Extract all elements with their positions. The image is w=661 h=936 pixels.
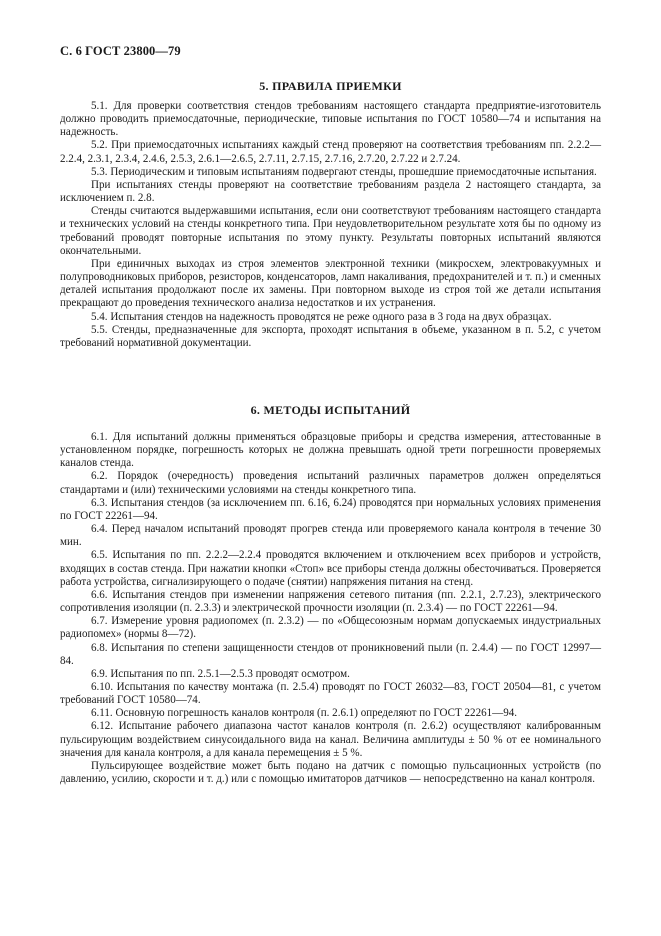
paragraph-6-10: 6.10. Испытания по качеству монтажа (п. 2.5.4) проводят по ГОСТ 26032—83, ГОСТ 20504—81, с учетом требований ГОСТ 10580—74. (60, 680, 601, 707)
paragraph-6-4: 6.4. Перед началом испытаний проводят прогрев стенда или проверяемого канала контроля в течение 30 мин. (60, 523, 601, 549)
paragraph-6-12-note: Пульсирующее воздействие может быть подано на датчик с помощью пульсационных устройств (по давлению, усилию, скорости и т. д.) или с помощью имитаторов датчиков — непосредственно на канал контроля. (60, 759, 601, 786)
paragraph-6-9: 6.9. Испытания по пп. 2.5.1—2.5.3 проводят осмотром. (91, 667, 350, 680)
paragraph-6-11: 6.11. Основную погрешность каналов контроля (п. 2.6.1) определяют по ГОСТ 22261—94. (91, 707, 518, 720)
paragraph-5-4: 5.4. Испытания стендов на надежность проводятся не реже одного раза в 3 года на двух образцах. (91, 310, 552, 323)
section-5-title: 5. ПРАВИЛА ПРИЕМКИ (259, 79, 402, 93)
paragraph-5-3: 5.3. Периодическим и типовым испытаниям подвергают стенды, прошедшие приемосдаточные испытания. (91, 165, 597, 178)
paragraph-6-5: 6.5. Испытания по пп. 2.2.2—2.2.4 проводятся включением и отключением всех приборов и устройств, входящих в состав стенда. При нажатии кнопки «Стоп» все приборы стенда должны обесточиваться. Проверяется работа устройства, сигнализирующего о подаче (снятии) напряжения питания на стенд. (60, 549, 601, 588)
paragraph-5-5: 5.5. Стенды, предназначенные для экспорта, проходят испытания в объеме, указанном в п. 5.2, с учетом требований нормативной документации. (60, 323, 601, 349)
paragraph-6-3: 6.3. Испытания стендов (за исключением пп. 6.16, 6.24) проводятся при нормальных условиях применения по ГОСТ 22261—94. (60, 496, 601, 522)
section-6-title: 6. МЕТОДЫ ИСПЫТАНИЙ (250, 403, 411, 417)
paragraph-6-6: 6.6. Испытания стендов при изменении напряжения сетевого питания (пп. 2.2.1, 2.7.23), электрического сопротивления изоляции (п. 2.3.3) и электрической прочности изоляции (п. 2.3.4) — по ГОСТ 22261—94. (60, 588, 601, 615)
section-6-body (60, 431, 601, 786)
paragraph-6-7: 6.7. Измерение уровня радиопомех (п. 2.3.2) — по «Общесоюзным нормам допускаемых индустриальных радиопомех» (нормы 8—72). (60, 615, 601, 641)
section-5-body (60, 100, 601, 350)
paragraph-6-1: 6.1. Для испытаний должны применяться образцовые приборы и средства измерения, аттестованные в установленном порядке, погрешность которых не должна превышать одной трети погрешности проверяемых каналов стенда. (60, 431, 601, 470)
paragraph-5-3-failures: При единичных выходах из строя элементов электронной техники (микросхем, электровакуумных и полупроводниковых приборов, резисторов, конденсаторов, ламп накаливания, предохранителей и т. п.) и сменных деталей испытания продолжают после их замены. При повторном выходе из строя той же детали испытания прекращают до проведения технического анализа недостатков и их устранения. (60, 257, 601, 310)
paragraph-6-12: 6.12. Испытание рабочего диапазона частот каналов контроля (п. 2.6.2) осуществляют калиброванным пульсирующим воздействием синусоидального вида на канал. Величина амплитуды ± 50 % от ее номинального значения для канала контроля, а для канала перемещения ± 5 %. (60, 720, 601, 759)
paragraph-5-3-pass: Стенды считаются выдержавшими испытания, если они соответствуют требованиям настоящего стандарта и технических условий на стенды конкретного типа. При неудовлетворительном результате хотя бы по одному из требований проводят повторные испытания по этому пункту. Результаты повторных испытаний являются окончательными. (60, 205, 601, 257)
paragraph-5-2: 5.2. При приемосдаточных испытаниях каждый стенд проверяют на соответствия требованиям пп. 2.2.2—2.2.4, 2.3.1, 2.3.4, 2.4.6, 2.5.3, 2.6.1—2.6.5, 2.7.11, 2.7.15, 2.7.16, 2.7.20, 2.7.22 и 2.7.24. (60, 139, 601, 165)
page-header: С. 6 ГОСТ 23800—79 (60, 44, 181, 58)
paragraph-5-1: 5.1. Для проверки соответствия стендов требованиям настоящего стандарта предприятие-изготовитель должно проводить приемосдаточные, периодические, типовые испытания по ГОСТ 10580—74 и испытания на надежность. (60, 100, 601, 139)
paragraph-6-2: 6.2. Порядок (очередность) проведения испытаний различных параметров должен определяться стандартами и (или) техническими условиями на стенды конкретного типа. (60, 470, 601, 496)
paragraph-6-8: 6.8. Испытания по степени защищенности стендов от проникновений пыли (п. 2.4.4) — по ГОСТ 12997—84. (60, 641, 601, 667)
paragraph-5-3-scope: При испытаниях стенды проверяют на соответствие требованиям раздела 2 настоящего стандарта, за исключением п. 2.8. (60, 178, 601, 205)
